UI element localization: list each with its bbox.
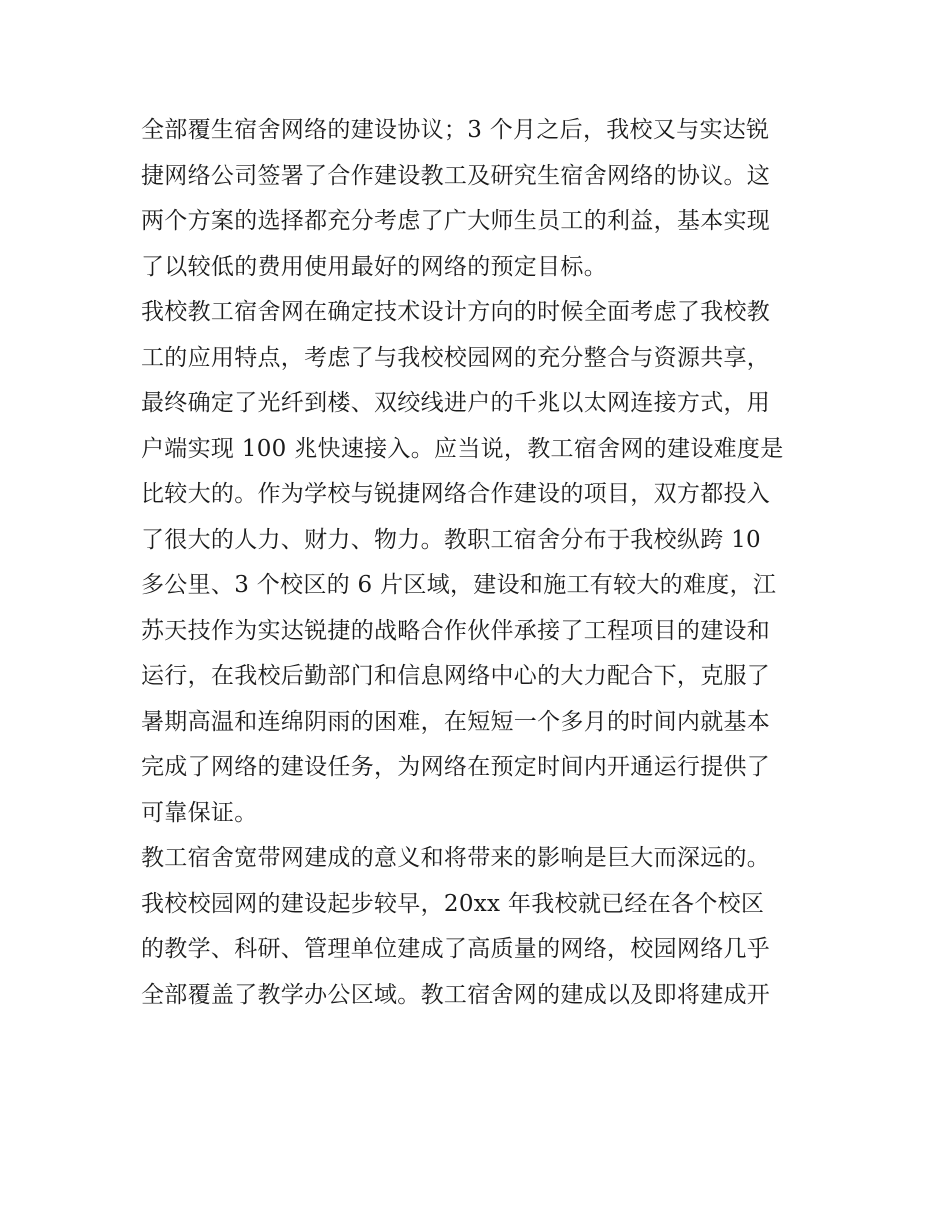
text-line-9: 比较大的。作为学校与锐捷网络合作建设的项目，双方都投入	[141, 481, 771, 507]
text-line-17: 教工宿舍宽带网建成的意义和将带来的影响是巨大而深远的。	[141, 845, 771, 871]
text-line-16: 可靠保证。	[141, 799, 258, 826]
text-line-2: 捷网络公司签署了合作建设教工及研究生宿舍网络的协议。这	[141, 162, 771, 189]
text-line-18: 我校校园网的建设起步较早，20xx 年我校就已经在各个校区	[141, 890, 765, 917]
text-line-15: 完成了网络的建设任务，为网络在预定时间内开通运行提供了	[141, 754, 771, 780]
text-line-8: 户端实现 100 兆快速接入。应当说，教工宿舍网的建设难度是	[141, 435, 784, 462]
text-line-13: 运行，在我校后勤部门和信息网络中心的大力配合下，克服了	[141, 663, 771, 689]
text-line-12: 苏天技作为实达锐捷的战略合作伙伴承接了工程项目的建设和	[141, 617, 771, 644]
text-line-20: 全部覆盖了教学办公区域。教工宿舍网的建成以及即将建成开	[141, 981, 771, 1008]
text-line-19: 的教学、科研、管理单位建成了高质量的网络，校园网络几乎	[141, 936, 771, 962]
document-body	[141, 108, 821, 1018]
text-line-7: 最终确定了光纤到楼、双绞线进户的千兆以太网连接方式，用	[141, 390, 771, 416]
text-line-11: 多公里、3 个校区的 6 片区域，建设和施工有较大的难度，江	[141, 572, 777, 598]
text-line-3: 两个方案的选择都充分考虑了广大师生员工的利益，基本实现	[141, 208, 771, 234]
text-line-4: 了以较低的费用使用最好的网络的预定目标。	[141, 253, 607, 280]
text-line-6: 工的应用特点，考虑了与我校校园网的充分整合与资源共享，	[141, 344, 771, 371]
text-line-5: 我校教工宿舍网在确定技术设计方向的时候全面考虑了我校教	[141, 299, 771, 325]
text-line-10: 了很大的人力、财力、物力。教职工宿舍分布于我校纵跨 10	[141, 526, 761, 553]
text-line-14: 暑期高温和连绵阴雨的困难，在短短一个多月的时间内就基本	[141, 708, 771, 735]
text-line-1: 全部覆生宿舍网络的建设协议；3 个月之后，我校又与实达锐	[141, 117, 770, 143]
